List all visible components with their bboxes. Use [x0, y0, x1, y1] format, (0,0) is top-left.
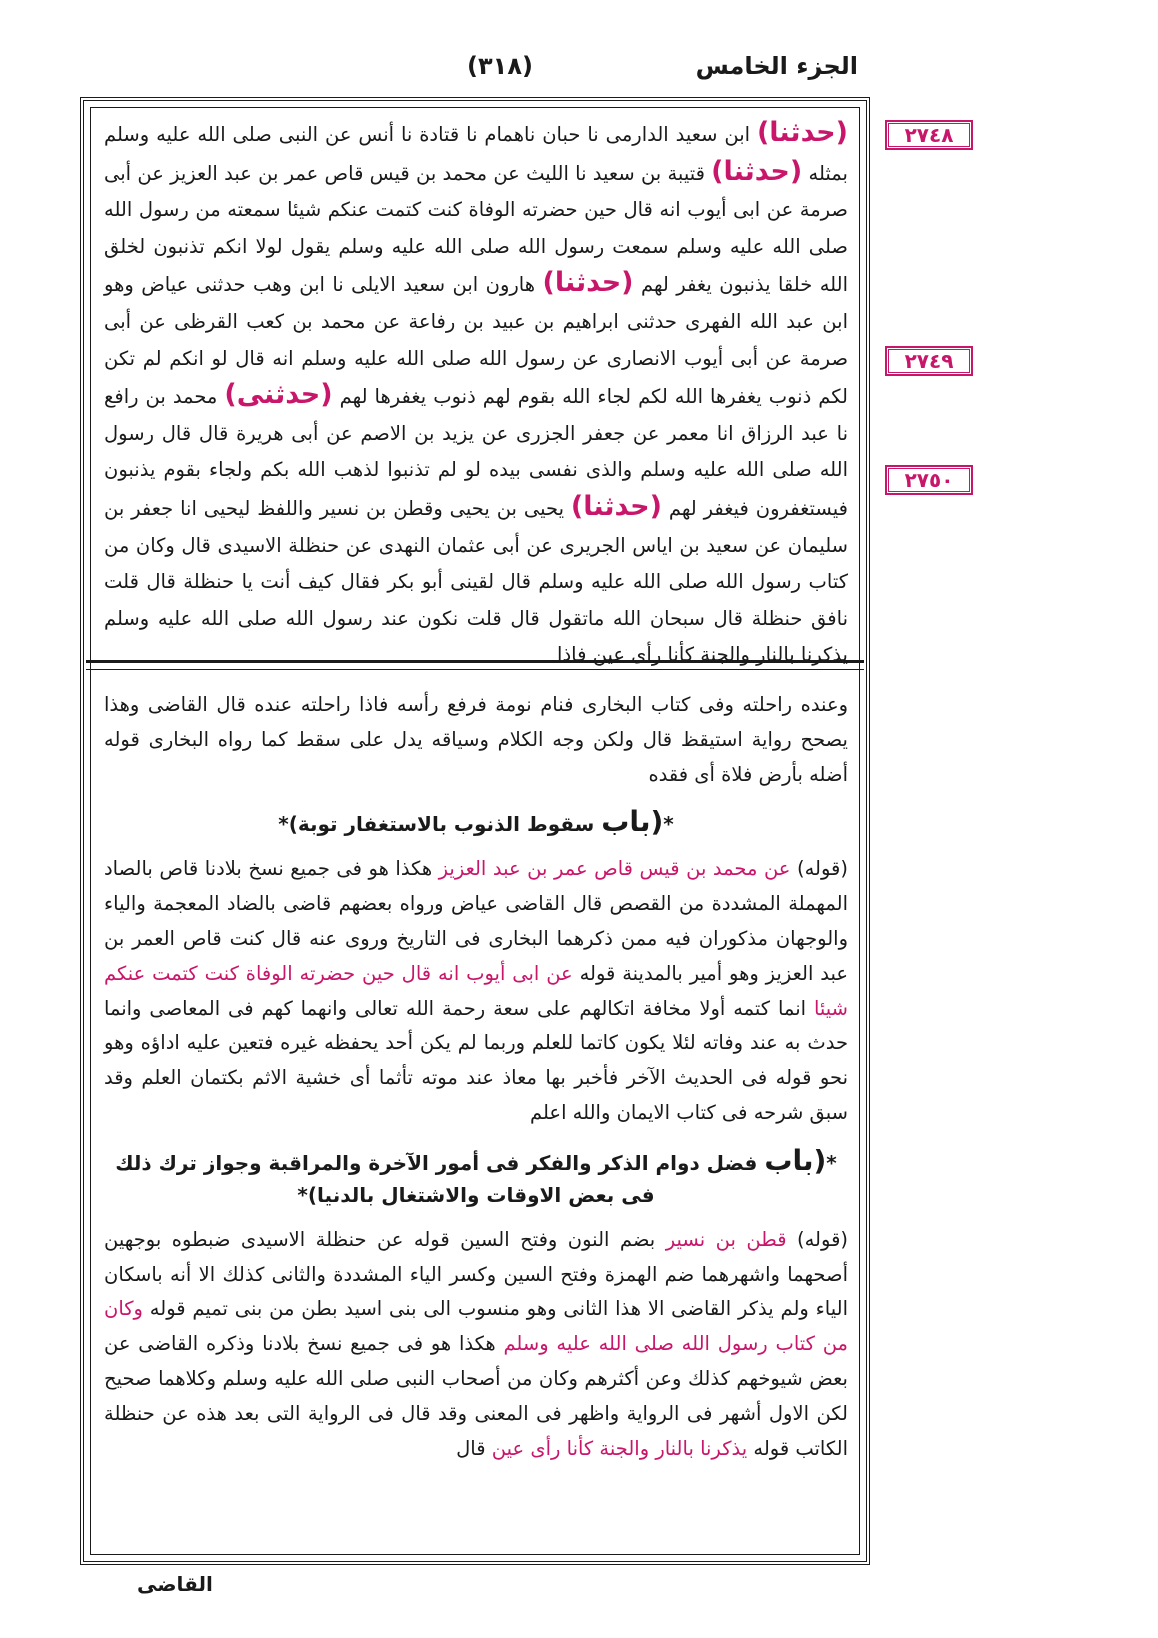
haddathana-keyword: (حدثنا)	[756, 117, 848, 148]
commentary-body: قال	[456, 1436, 486, 1460]
hadith-number: ٢٧٥٠	[888, 468, 970, 492]
hadith-text	[104, 115, 849, 667]
asterisk: *	[663, 812, 674, 837]
hadith-number: ٢٧٤٩	[888, 349, 970, 373]
commentary-body: انما كتمه أولا مخافة اتكالهم على سعة رحمة الله تعالى وانهما كهم فى المعاصى وانما حدث به عند وفاته لئلا يكون كاتما للعلم وربما لم يكن أحد يحفظه غيره فتعين عليه اداؤه وهو نحو قوله فى الحديث الآخر فأخبر بها معاذ عند موته تأثما أى خشية الاثم بكتمان العلم وقد سبق شرحه فى كتاب الايمان والله اعلم	[104, 996, 848, 1124]
hadith-chain: قتيبة بن سعيد نا الليث عن محمد بن قيس قاص عمر بن عبد العزيز عن أبى صرمة عن ابى أيوب انه قال حين حضرته الوفاة كنت كتمت عنكم شيئا سمعته من رسول الله صلى الله عليه وسلم سمعت رسول الله صلى الله عليه وسلم يقول لولا انكم تذنبون لخلق الله خلقا يذنبون يغفر لهم	[104, 161, 849, 297]
commentary-body: بضم النون وفتح السين قوله عن حنظلة الاسيدى ضبطوه بوجهين أصحهما واشهرهما ضم الهمزة وفتح السين وكسر الياء المشددة والثانى كذلك الا أنه باسكان الياء ولم يذكر القاضى الا هذا الثانى وهو منسوب الى بنى اسيد بطن من بنى تميم قوله	[104, 1227, 848, 1321]
hadith-chain: محمد بن رافع نا عبد الرزاق انا معمر عن جعفر الجزرى عن يزيد بن الاصم عن أبى هريرة قال قال رسول الله صلى الله عليه وسلم والذى نفسى بيده لو لم تذنبوا لذهب الله بكم ولجاء بقوم يذنبون فيستغفرون فيغفر لهم	[104, 385, 849, 520]
quoted-phrase: قطن بن نسير	[665, 1227, 787, 1251]
part-title: الجزء الخامس	[695, 52, 858, 80]
quoted-phrase: وكان من كتاب رسول الله صلى الله عليه وسلم	[104, 1297, 848, 1356]
quoted-phrase: عن محمد بن قيس قاص عمر بن عبد العزيز	[438, 857, 791, 881]
commentary-text	[104, 688, 848, 1554]
haddathana-keyword: (حدثنا)	[570, 490, 662, 522]
chapter-title: سقوط الذنوب بالاستغفار توبة)	[288, 812, 595, 837]
quoted-phrase: يذكرنا بالنار والجنة كأنا رأى عين	[491, 1436, 748, 1460]
commentary-paragraph	[104, 852, 848, 1130]
hadith-number-box	[885, 120, 973, 150]
commentary-body: هكذا هو فى جميع نسخ بلادنا وذكره القاضى عن بعض شيوخهم كذلك وعن أكثرهم وكان من أصحاب النبى صلى الله عليه وسلم وكلاهما صحيح لكن الاول أشهر فى الرواية واظهر فى المعنى وقد قال فى الرواية التى بعد هذه عن حنظلة الكاتب قوله	[104, 1332, 848, 1460]
bab-word: (باب	[764, 1143, 827, 1177]
chapter-title: فضل دوام الذكر والفكر فى أمور الآخرة والمراقبة وجواز ترك ذلك فى بعض الاوقات والاشتغال بالدنيا)	[115, 1150, 758, 1207]
hadith-chain: يحيى بن يحيى وقطن بن نسير واللفظ ليحيى انا جعفر بن سليمان عن سعيد بن اياس الجريرى عن أبى عثمان النهدى عن حنظلة الاسيدى قال وكان من كتاب رسول الله صلى الله عليه وسلم قال لقينى أبو بكر فقال كيف أنت يا حنظلة قال قلت نافق حنظلة قال سبحان الله ماتقول قال قلت نكون عند رسول الله صلى الله عليه وسلم يذكرنا بالنار والجنة كأنا رأى عين فاذا	[104, 496, 848, 667]
page-number: (٣١٨)	[467, 52, 533, 80]
haddathani-keyword: (حدثنى)	[224, 379, 333, 411]
haddathana-keyword: (حدثنا)	[711, 155, 803, 187]
hadith-number: ٢٧٤٨	[888, 123, 970, 147]
qawluhu-label: (قوله)	[796, 857, 848, 881]
haddathana-keyword: (حدثنا)	[542, 267, 634, 299]
chapter-heading	[104, 1145, 848, 1211]
asterisk: *	[826, 1150, 837, 1175]
hadith-number-box	[885, 465, 973, 495]
commentary-intro: وعنده راحلته وفى كتاب البخارى فنام نومة فرفع رأسه فاذا راحلته عنده قال القاضى وهذا يصحح رواية استيقظ قال ولكن وجه الكلام وسياقه يدل على سقط كما رواه البخارى قوله أضله بأرض فلاة أى فقده	[104, 693, 848, 786]
quoted-phrase: عن ابى أيوب انه قال حين حضرته الوفاة كنت كتمت عنكم شيئا	[104, 961, 848, 1020]
bab-word: (باب	[601, 805, 664, 839]
qawluhu-label: (قوله)	[797, 1227, 849, 1251]
hadith-chain: هارون ابن سعيد الايلى نا ابن وهب حدثنى عياض وهو ابن عبد الله الفهرى حدثنى ابراهيم بن عبيد بن رفاعة عن محمد بن كعب القرظى عن أبى صرمة عن أبى أيوب الانصارى عن رسول الله صلى الله عليه وسلم انه قال لو انكم لم تكن لكم ذنوب يغفرها الله لكم لجاء الله بقوم لهم ذنوب يغفرها لهم	[104, 273, 848, 409]
hadith-chain: ابن سعيد الدارمى نا حبان ناهمام نا قتادة نا أنس عن النبى صلى الله عليه وسلم بمثله	[104, 123, 848, 185]
commentary-paragraph	[104, 1223, 848, 1467]
commentary-body: هكذا هو فى جميع نسخ بلادنا قاص بالصاد المهملة المشددة من القصص قال القاضى عياض ورواه بعضهم قاضى بالضاد المعجمة والياء والوجهان مذكوران فيه ممن ذكرهما البخارى فى التاريخ وروى عنه قال كنت قاص العمر بن عبد العزيز وهو أمير بالمدينة قوله	[104, 857, 848, 985]
page-header	[0, 52, 1158, 92]
asterisk: *	[278, 812, 289, 837]
hadith-number-box	[885, 346, 973, 376]
asterisk: *	[297, 1182, 308, 1207]
chapter-heading	[104, 806, 848, 840]
catchword: القاضى	[137, 1572, 213, 1596]
